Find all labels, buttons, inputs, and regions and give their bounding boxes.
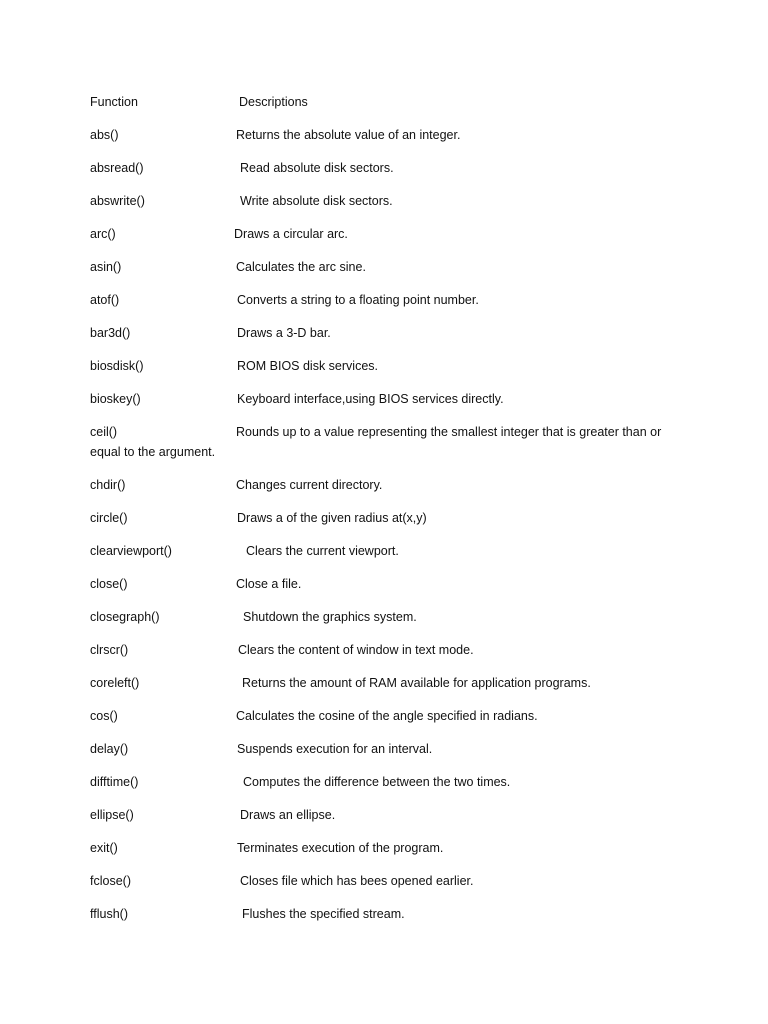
function-description: Changes current directory. [236,478,383,492]
table-row [90,640,690,673]
function-description: Clears the current viewport. [246,544,399,558]
table-row [90,574,690,607]
table-row [90,356,690,389]
table-row [90,257,690,290]
function-name: close() [90,577,128,591]
function-description: ROM BIOS disk services. [237,359,378,373]
table-row [90,290,690,323]
function-name: coreleft() [90,676,140,690]
function-description: Clears the content of window in text mode. [238,643,474,657]
function-name: asin() [90,260,122,274]
table-row [90,904,690,937]
table-row [90,158,690,191]
function-description: Draws an ellipse. [240,808,336,822]
function-name: cos() [90,709,118,723]
table-row [90,323,690,356]
table-header [90,92,690,125]
function-description: Suspends execution for an interval. [237,742,433,756]
function-description: Close a file. [236,577,302,591]
function-name: absread() [90,161,144,175]
function-name: abs() [90,128,119,142]
function-name: closegraph() [90,610,160,624]
function-name: abswrite() [90,194,145,208]
table-row [90,673,690,706]
table-row [90,224,690,257]
function-description: Returns the amount of RAM available for application programs. [242,676,591,690]
function-description: Write absolute disk sectors. [240,194,393,208]
table-row [90,772,690,805]
table-row [90,125,690,158]
table-row [90,607,690,640]
function-description: Converts a string to a floating point number. [237,293,479,307]
function-name: delay() [90,742,129,756]
table-row [90,475,690,508]
function-name: fclose() [90,874,131,888]
table-row [90,739,690,772]
table-row [90,805,690,838]
function-name: exit() [90,841,118,855]
function-name: ceil() [90,425,118,439]
function-name: fflush() [90,907,128,921]
table-row [90,838,690,871]
function-description-continued: equal to the argument. [90,445,216,459]
function-description: Keyboard interface,using BIOS services directly. [237,392,504,406]
function-description: Terminates execution of the program. [237,841,444,855]
function-description: Computes the difference between the two times. [243,775,511,789]
table-row [90,389,690,422]
function-description: Read absolute disk sectors. [240,161,394,175]
function-description: Flushes the specified stream. [242,907,405,921]
function-description: Draws a circular arc. [234,227,348,241]
function-description: Rounds up to a value representing the smallest integer that is greater than or [236,425,662,439]
function-name: biosdisk() [90,359,144,373]
function-name: atof() [90,293,120,307]
function-description: Calculates the arc sine. [236,260,366,274]
table-row [90,541,690,574]
function-table [90,92,690,937]
function-name: bioskey() [90,392,141,406]
function-description: Closes file which has bees opened earlier. [240,874,474,888]
function-description: Calculates the cosine of the angle specified in radians. [236,709,538,723]
function-name: circle() [90,511,128,525]
function-name: clearviewport() [90,544,172,558]
table-row [90,706,690,739]
function-name: bar3d() [90,326,131,340]
table-row [90,422,690,475]
table-row [90,191,690,224]
function-name: clrscr() [90,643,129,657]
function-name: chdir() [90,478,126,492]
function-description: Shutdown the graphics system. [243,610,417,624]
function-name: ellipse() [90,808,134,822]
header-function: Function [90,95,138,109]
function-name: arc() [90,227,116,241]
header-descriptions: Descriptions [239,95,308,109]
table-row [90,508,690,541]
function-description: Returns the absolute value of an integer. [236,128,461,142]
function-description: Draws a of the given radius at(x,y) [237,511,427,525]
function-description: Draws a 3-D bar. [237,326,331,340]
function-name: difftime() [90,775,139,789]
table-row [90,871,690,904]
